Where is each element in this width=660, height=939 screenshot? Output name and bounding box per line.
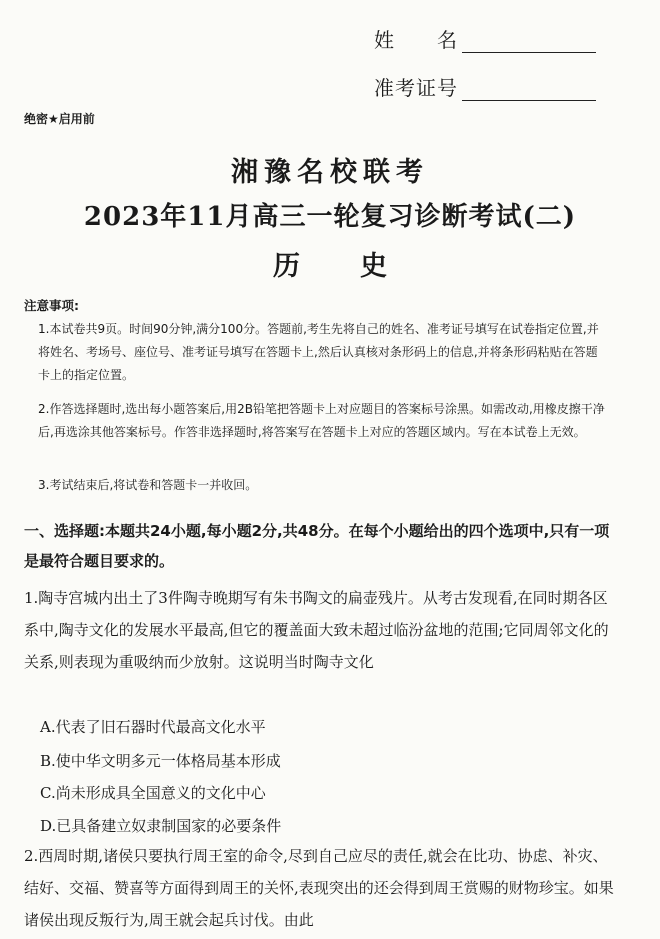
name-blank-line bbox=[462, 30, 596, 53]
subject-char-2: 史 bbox=[360, 251, 387, 282]
note-item-2: 2.作答选择题时,选出每小题答案后,用2B铅笔把答题卡上对应题目的答案标号涂黑。如需改动,用橡皮擦干净后,再选涂其他答案标号。作答非选择题时,将答案写在答题卡上对应的答题区域内。写在本试卷上无效。 bbox=[38, 402, 605, 439]
question-1-stem: 1.陶寺宫城内出土了3件陶寺晚期写有朱书陶文的扁壶残片。从考古发现看,在同时期各区系中,陶寺文化的发展水平最高,但它的覆盖面大致未超过临汾盆地的范围;它同周邻文化的关系,则表现为重吸纳而少放射。这说明当时陶寺文化 bbox=[24, 589, 609, 671]
note-item-1: 1.本试卷共9页。时间90分钟,满分100分。答题前,考生先将自己的姓名、准考证号填写在试卷指定位置,并将姓名、考场号、座位号、准考证号填写在答题卡上,然后认真核对条形码上的信息,并将条形码粘贴在答题卡上的指定位置。 bbox=[38, 322, 599, 382]
note-item-3: 3.考试结束后,将试卷和答题卡一并收回。 bbox=[38, 478, 258, 492]
exam-id-field bbox=[374, 72, 596, 101]
name-field bbox=[374, 24, 596, 53]
subject-char-1: 历 bbox=[273, 251, 300, 282]
question-1-option-b: B.使中华文明多元一体格局基本形成 bbox=[40, 752, 281, 770]
section-heading: 一、选择题:本题共24小题,每小题2分,共48分。在每个小题给出的四个选项中,只有一项是最符合题目要求的。 bbox=[24, 522, 610, 570]
question-1-option-c: C.尚未形成具全国意义的文化中心 bbox=[40, 784, 266, 802]
exam-org-title: 湘豫名校联考 bbox=[231, 157, 429, 188]
exam-name-title: 2023年11月高三一轮复习诊断考试(二) bbox=[83, 202, 577, 232]
exam-id-label: 准考证号 bbox=[374, 76, 458, 100]
question-1-option-a: A.代表了旧石器时代最高文化水平 bbox=[40, 718, 266, 736]
question-2-stem: 2.西周时期,诸侯只要执行周王室的命令,尽到自己应尽的责任,就会在比功、协虑、补灾、结好、交福、赞喜等方面得到周王的关怀,表现突出的还会得到周王赏赐的财物珍宝。如果诸侯出现反叛行为,周王就会起兵讨伐。由此 bbox=[24, 847, 614, 929]
name-label: 姓 名 bbox=[374, 28, 458, 52]
confidential-label: 绝密★启用前 bbox=[24, 112, 95, 126]
subject-title bbox=[0, 244, 660, 283]
question-1-option-d: D.已具备建立奴隶制国家的必要条件 bbox=[40, 817, 282, 835]
notes-heading: 注意事项: bbox=[24, 298, 79, 313]
exam-id-blank-line bbox=[462, 78, 596, 101]
